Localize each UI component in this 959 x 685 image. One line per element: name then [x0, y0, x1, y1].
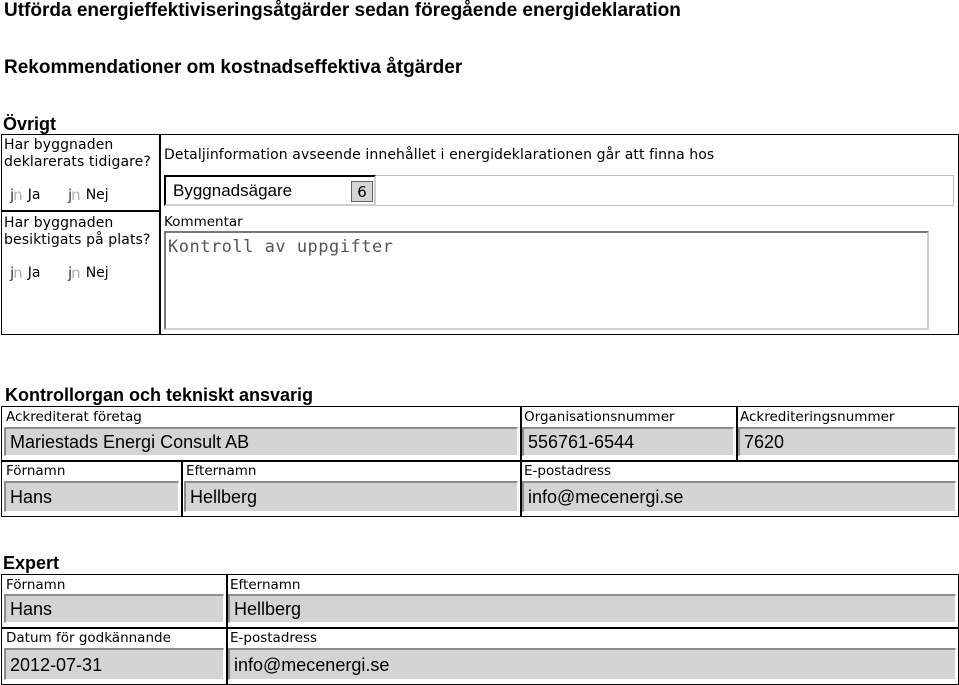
dropdown-arrow-icon[interactable]: 6: [351, 181, 373, 202]
expert-efternamn-field[interactable]: Hellberg: [228, 594, 956, 623]
radio-label-ja: Ja: [27, 187, 41, 203]
ovrigt-divider: [159, 134, 161, 335]
radio-label-nej: Nej: [85, 265, 109, 281]
expert-fornamn-label: Förnamn: [6, 577, 66, 593]
email-field[interactable]: info@mecenergi.se: [522, 481, 956, 512]
kontrollorgan-row-divider: [1, 460, 959, 462]
radio-button-icon: jn: [68, 186, 80, 204]
fornamn-label: Förnamn: [6, 463, 66, 479]
efternamn-field[interactable]: Hellberg: [184, 481, 518, 512]
comment-textarea[interactable]: Kontroll av uppgifter: [164, 231, 929, 330]
question-deklarerats-tidigare: Har byggnaden deklarerats tidigare?: [4, 137, 151, 170]
radio-button-icon: jn: [10, 264, 22, 282]
radio-deklarerats-nej[interactable]: [68, 186, 109, 204]
question-besiktigats: Har byggnaden besiktigats på plats?: [4, 215, 151, 248]
detail-info-value: Byggnadsägare: [173, 181, 293, 200]
heading-utforda-atgarder: Utförda energieffektiviseringsåtgärder sedan föregående energideklaration: [4, 0, 681, 21]
expert-row-divider: [1, 627, 959, 629]
expert-email-label: E-postadress: [230, 630, 318, 646]
efternamn-label: Efternamn: [186, 463, 257, 479]
company-field[interactable]: Mariestads Energi Consult AB: [4, 427, 518, 456]
ackreditering-field[interactable]: 7620: [738, 427, 956, 456]
heading-rekommendationer: Rekommendationer om kostnadseffektiva åtgärder: [4, 57, 463, 78]
radio-button-icon: jn: [10, 186, 22, 204]
detail-info-field-extension: [376, 175, 954, 206]
ovrigt-question-divider: [1, 210, 160, 212]
company-label: Ackrediterat företag: [6, 409, 142, 425]
heading-kontrollorgan: Kontrollorgan och tekniskt ansvarig: [5, 385, 314, 405]
orgnr-field[interactable]: 556761-6544: [522, 427, 734, 456]
radio-label-nej: Nej: [85, 187, 109, 203]
datum-field[interactable]: 2012-07-31: [4, 648, 224, 680]
heading-expert: Expert: [3, 553, 60, 573]
radio-button-icon: jn: [68, 264, 80, 282]
orgnr-label: Organisationsnummer: [524, 409, 675, 425]
expert-fornamn-field[interactable]: Hans: [4, 594, 224, 623]
radio-besiktigats-ja[interactable]: [10, 264, 40, 282]
fornamn-field[interactable]: Hans: [4, 481, 179, 512]
radio-label-ja: Ja: [27, 265, 41, 281]
heading-ovrigt: Övrigt: [3, 114, 57, 134]
expert-efternamn-label: Efternamn: [230, 577, 301, 593]
datum-label: Datum för godkännande: [6, 630, 171, 646]
detail-info-label: Detaljinformation avseende innehållet i energideklarationen går att finna hos: [164, 147, 715, 163]
ackreditering-label: Ackrediteringsnummer: [740, 409, 895, 425]
radio-deklarerats-ja[interactable]: [10, 186, 40, 204]
kontrollorgan-column-divider: [181, 460, 183, 517]
comment-label: Kommentar: [164, 214, 243, 230]
detail-info-select[interactable]: [164, 175, 376, 206]
radio-besiktigats-nej[interactable]: [68, 264, 109, 282]
email-label: E-postadress: [524, 463, 612, 479]
expert-email-field[interactable]: info@mecenergi.se: [228, 648, 956, 680]
